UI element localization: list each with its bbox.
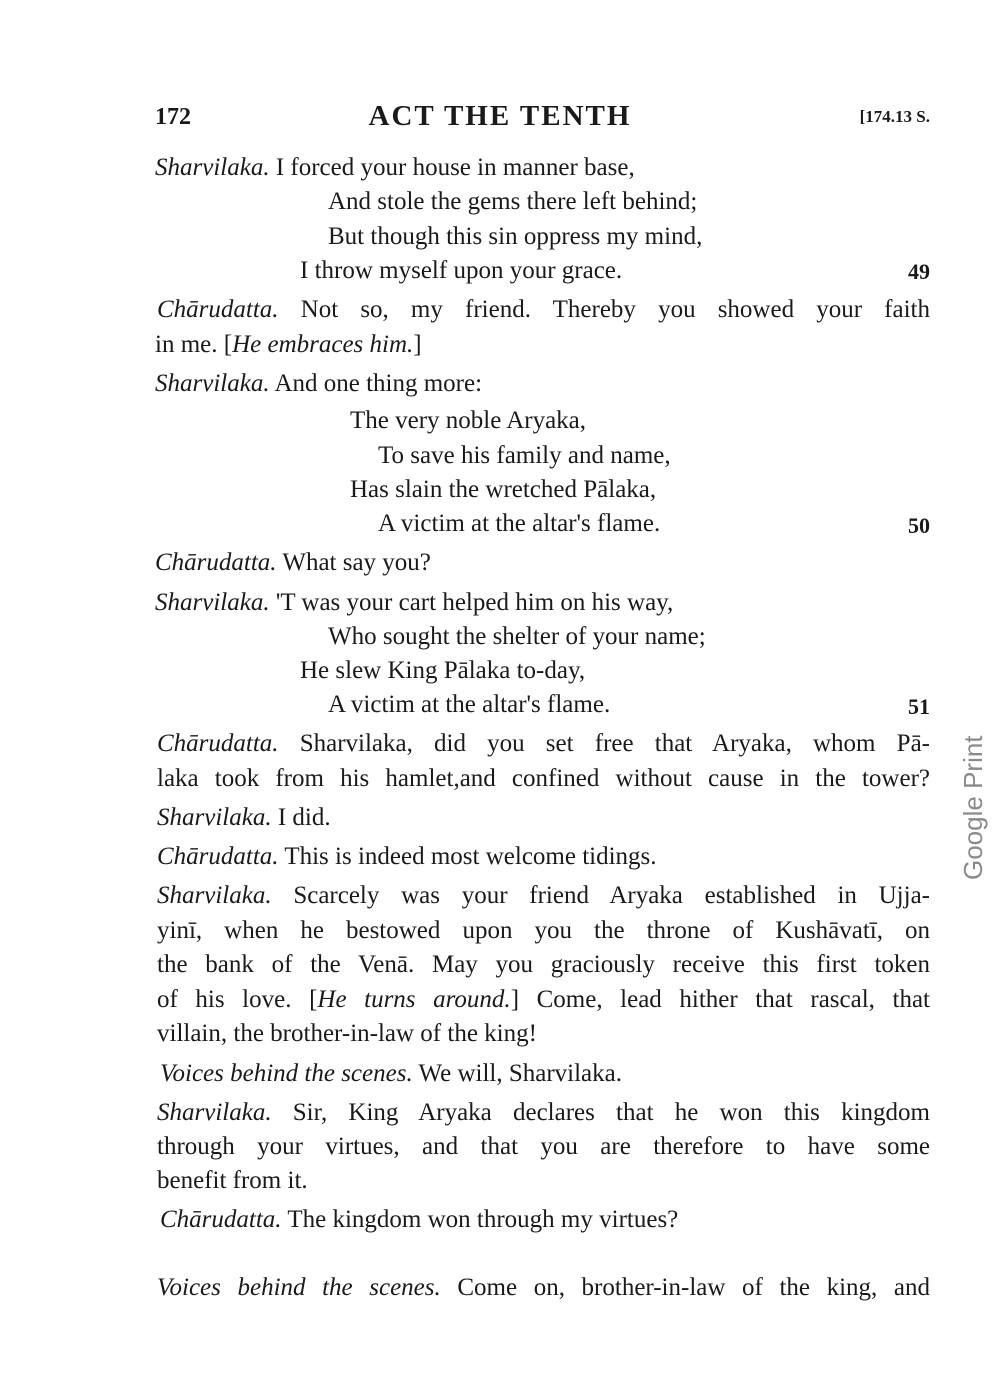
page-number: 172 <box>155 104 191 130</box>
verse-line: And stole the gems there left behind; <box>328 188 698 215</box>
verse-line: The very noble Aryaka, <box>350 407 587 434</box>
speaker-name: Chārudatta. <box>155 549 277 576</box>
dialogue-line <box>157 1098 930 1128</box>
dialogue-text: What say you? <box>276 549 431 576</box>
dialogue-line <box>157 985 930 1015</box>
dialogue-line <box>155 369 482 399</box>
dialogue-text: Come on, brother-in-law of the king, and <box>440 1274 930 1301</box>
dialogue-line <box>160 1205 678 1235</box>
dialogue-line: yinī, when he bestowed upon you the throne of Kushāvatī, on <box>157 917 930 944</box>
dialogue-line <box>157 729 930 759</box>
stage-direction: He embraces him. <box>232 331 414 358</box>
dialogue-line <box>157 1273 930 1303</box>
dialogue-line <box>157 842 657 872</box>
verse-number: 51 <box>908 694 930 719</box>
speaker-name: Sharvilaka. <box>155 154 270 181</box>
dialogue-text: This is indeed most welcome tidings. <box>278 843 657 870</box>
dialogue-text: Sir, King Aryaka declares that he won this kingdom <box>271 1099 930 1126</box>
dialogue-text: of his love. [ <box>157 986 318 1013</box>
verse-line: To save his family and name, <box>378 442 671 469</box>
verse-line: But though this sin oppress my mind, <box>328 223 703 250</box>
speaker-name: Chārudatta. <box>157 843 279 870</box>
speaker-name: Chārudatta. <box>157 730 279 757</box>
dialogue-text: I forced your house in manner base, <box>269 154 635 181</box>
google-print-watermark: Google Print <box>958 735 988 880</box>
dialogue-text: Not so, my friend. Thereby you showed your faith <box>278 296 930 323</box>
speaker-name: Sharvilaka. <box>157 804 272 831</box>
verse-line: Who sought the shelter of your name; <box>328 623 706 650</box>
speaker-name: Sharvilaka. <box>155 370 270 397</box>
dialogue-line: laka took from his hamlet,and confined without cause in the tower? <box>157 765 930 792</box>
speaker-name: Sharvilaka. <box>157 1099 272 1126</box>
dialogue-line: through your virtues, and that you are therefore to have some <box>157 1133 930 1160</box>
dialogue-line <box>155 330 422 360</box>
speaker-name: Chārudatta. <box>157 296 279 323</box>
dialogue-line <box>155 153 635 183</box>
dialogue-text: Scarcely was your friend Aryaka established in Ujja- <box>271 882 930 909</box>
verse-line: I throw myself upon your grace. <box>300 257 623 284</box>
dialogue-text: ] <box>413 331 422 358</box>
dialogue-line <box>160 1059 622 1089</box>
dialogue-text: 'T was your cart helped him on his way, <box>269 589 674 616</box>
dialogue-text: ] Come, lead hither that rascal, that <box>510 986 930 1013</box>
dialogue-text: Sharvilaka, did you set free that Aryaka, whom Pā- <box>278 730 930 757</box>
verse-line: A victim at the altar's flame. <box>328 691 611 718</box>
verse-line: A victim at the altar's flame. <box>378 510 661 537</box>
stage-direction: He turns around. <box>317 986 511 1013</box>
dialogue-line <box>157 295 930 325</box>
verse-number: 50 <box>908 513 930 538</box>
speaker-name: Voices behind the scenes. <box>157 1274 441 1301</box>
dialogue-text: I did. <box>271 804 331 831</box>
running-title: ACT THE TENTH <box>368 100 632 132</box>
speaker-name: Voices behind the scenes. <box>160 1060 413 1087</box>
dialogue-text: in me. [ <box>155 331 233 358</box>
dialogue-line: the bank of the Venā. May you graciously receive this first token <box>157 951 930 978</box>
verse-line: Has slain the wretched Pālaka, <box>350 476 657 503</box>
dialogue-text: The kingdom won through my virtues? <box>281 1206 679 1233</box>
verse-number: 49 <box>908 259 930 284</box>
speaker-name: Sharvilaka. <box>157 882 272 909</box>
dialogue-line <box>157 803 331 833</box>
dialogue-line: villain, the brother-in-law of the king! <box>157 1020 537 1047</box>
dialogue-line <box>155 588 673 618</box>
dialogue-line: benefit from it. <box>157 1167 308 1194</box>
speaker-name: Sharvilaka. <box>155 589 270 616</box>
dialogue-text: And one thing more: <box>269 370 483 397</box>
dialogue-line <box>157 881 930 911</box>
page-reference: [174.13 S. <box>859 107 930 126</box>
dialogue-line <box>155 548 431 578</box>
dialogue-text: We will, Sharvilaka. <box>412 1060 622 1087</box>
verse-line: He slew King Pālaka to-day, <box>300 657 586 684</box>
speaker-name: Chārudatta. <box>160 1206 282 1233</box>
